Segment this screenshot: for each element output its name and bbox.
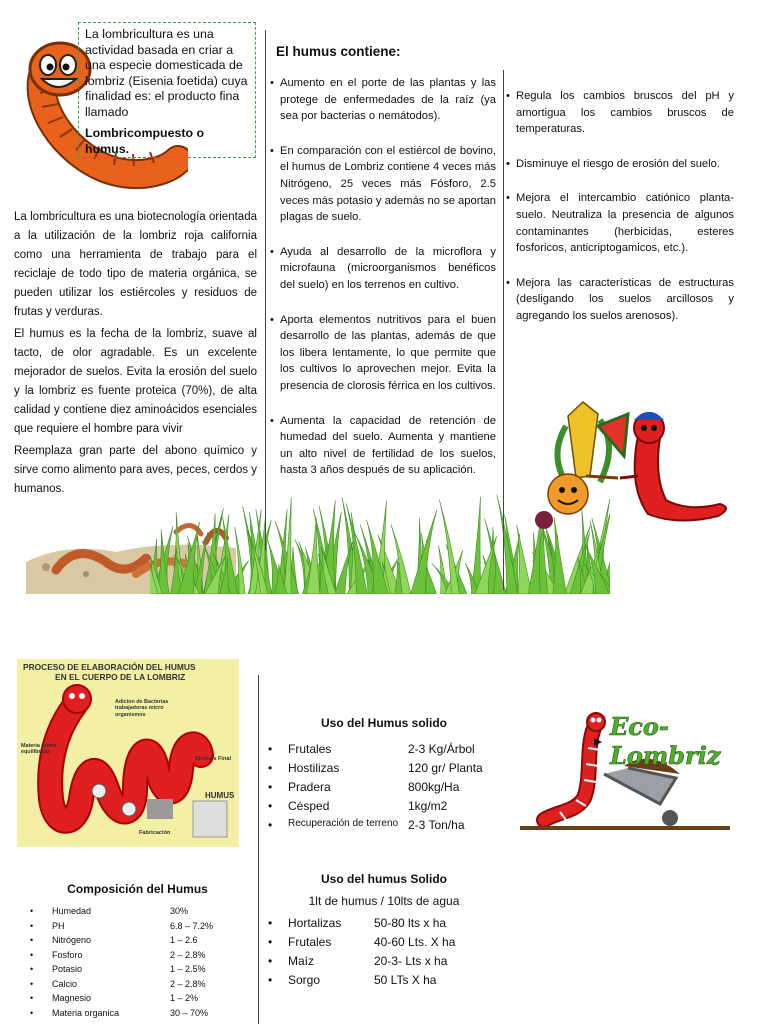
row-value: 30 – 70% [170,1007,209,1018]
table-row [30,1008,240,1023]
row-value: 20-3- Lts x ha [374,954,448,968]
diagram-title-line-2: EN EL CUERPO DE LA LOMBRIZ [55,672,186,682]
diagram-title-line-1: PROCESO DE ELABORACIÓN DEL HUMUS [23,662,196,672]
row-value: 40-60 Lts. X ha [374,935,456,949]
divider-bottom-left [258,675,259,1024]
row-name: Frutales [288,935,332,949]
composicion-table [30,906,240,1022]
table-row [30,921,240,936]
bullet: • [268,742,273,756]
intro-box [78,22,256,158]
panel3-item: • Regula los cambios bruscos del pH y amortigua los cambios bruscos de temperaturas. [506,88,734,138]
bullet: • [268,818,273,832]
table-row [268,916,455,935]
table-row [30,906,240,921]
table-row [268,742,483,761]
panel1-text [14,208,257,499]
bullet: • [30,978,34,989]
row-value: 1 – 2.5% [170,964,206,974]
grass-blade [493,549,506,594]
row-name: Hortalizas [288,916,342,930]
bullet: • [30,1007,34,1018]
eco-lombriz-logo-text: Eco-Lombriz [610,712,721,770]
panel2-list [270,75,496,479]
bullet: • [268,799,273,813]
row-name: Calcio [52,978,78,989]
panel1-para-1: La lombricultura es una biotecnología orientada a la utilización de la lombriz roja california como una herramienta de trabajo para el reciclaje de todo tipo de materia orgánica, se pueden utilizar los estiércoles y residuos de frutas y verduras. [14,211,257,318]
row-name: Recuperación de terreno [288,818,399,829]
row-name: Césped [288,799,330,813]
uso-solido-title: Uso del Humus solido [320,716,447,730]
row-value: 1 – 2% [170,993,199,1003]
table-row [30,935,240,950]
row-name: Materia organica [52,1007,120,1018]
uso-solido2-section [268,872,500,992]
diagram-label-materia: Materia prima equilibrada [21,743,57,756]
panel2-item: • Aumento en el porte de las plantas y las protege de enfermedades de la raíz (ya sea por bacterias o nemátodos). [270,75,496,125]
table-row [268,818,483,837]
row-value: 1 – 2.6 [170,935,198,945]
bullet: • [30,920,34,931]
bullet: • [268,973,273,987]
table-row [268,761,483,780]
row-name: Nitrógeno [52,935,92,945]
row-name: Fosforo [52,949,83,960]
panel2 [270,44,496,479]
row-value: 1kg/m2 [408,799,448,813]
composicion-section [30,882,250,1022]
bullet: • [268,761,273,775]
panel2-item: • Ayuda al desarrollo de la microflora y microfauna (microorganismos benéficos del suelo) en los terrenos en cultivo. [270,244,496,294]
table-row [268,799,483,818]
row-name: Hostilizas [288,761,340,775]
row-value: 2-3 Kg/Árbol [408,742,475,756]
uso-solido2-table [268,916,455,992]
row-name: PH [52,920,65,931]
diagram-label-humus: HUMUS [205,791,235,800]
table-row [268,780,483,799]
bullet: • [30,906,34,916]
uso-solido2-title: Uso del humus Solido [320,872,447,886]
panel2-item: • Aumenta la capacidad de retención de humedad del suelo. Aumenta y mantiene un alto nivel de fertilidad de los suelos, hasta 3 años después de su aplicación. [270,413,496,479]
row-name: Sorgo [288,973,321,987]
uso-solido-section [268,716,500,837]
composicion-title: Composición del Humus [67,882,208,896]
grass-blade [411,510,437,594]
panel3-item: • Mejora el intercambio catiónico planta-suelo. Neutraliza la presencia de algunos contaminantes (herbicidas, esteres fosforicos, anticriptogamicos, etc.). [506,190,734,256]
uso-solido-table [268,742,483,837]
humus-process-diagram [17,659,239,847]
row-value: 2-3 Ton/ha [408,818,465,832]
bullet: • [268,780,273,794]
uso-solido2-subtitle: 1lt de humus / 10lts de agua [308,894,460,908]
row-value: 50 LTs X ha [374,973,437,987]
row-value: 2 – 2.8% [170,949,206,960]
divider-top-left [265,30,266,550]
bullet: • [268,916,273,930]
row-name: Frutales [288,742,332,756]
table-row [30,950,240,965]
panel3-list [506,88,734,325]
panel2-title: El humus contiene: [276,44,401,59]
row-name: Magnesio [52,993,92,1003]
bullet: • [268,954,273,968]
row-name: Maíz [288,954,315,968]
bullet: • [268,935,273,949]
row-name: Pradera [288,780,331,794]
table-row [30,964,240,979]
panel1-para-3: Reemplaza gran parte del abono químico y sirve como alimento para aves, peces, cerdos y humanos. [14,445,257,495]
panel2-item: • En comparación con el estiércol de bovino, el humus de Lombriz contiene 4 veces más Nitrógeno, 25 veces más Fósforo, 2.5 veces más potasio y además no se aportan plagas de suelo. [270,143,496,226]
row-name: Potasio [52,964,83,974]
row-name: Humedad [52,906,92,916]
panel3-item: • Disminuye el riesgo de erosión del suelo. [506,156,734,173]
diagram-label-sintesis: Síntesis Final [195,756,232,762]
intro-box-bold: Lombricompuesto o humus. [85,126,205,156]
panel2-item: • Aporta elementos nutritivos para el buen desarrollo de las plantas, además de que los libera lentamente, lo que permite que los cultivos lo aprovechen mejor. Evita la presencia de clorosis férrica en los cultivos. [270,312,496,395]
row-value: 50-80 lts x ha [374,916,447,930]
diagram-label-fabricacion: Fabricación [139,830,171,836]
row-value: 30% [170,906,189,916]
intro-box-text: La lombricultura es una actividad basada en criar a una especie domesticada de lombriz (Eisenia foetida) cuya finalidad es: el producto fina llamado [85,27,248,119]
bullet: • [30,964,34,974]
table-row [30,979,240,994]
fruits-and-worm-illustration [528,396,738,536]
panel3 [506,88,734,325]
diagram-label-bacteria: Adición de Bacterias trabajadoras micro organismos [115,699,169,718]
table-row [268,973,455,992]
row-value: 800kg/Ha [408,780,460,794]
row-value: 120 gr/ Planta [408,761,483,775]
table-row [30,993,240,1008]
divider-top-right [503,70,504,590]
panel1-para-2: El humus es la fecha de la lombriz, suave al tacto, de olor agradable. Es un excelente mejorador de suelos. Evita la erosión del suelo y la lombriz es fuente proteica (70%), de alta calidad y contiene diez aminoácidos esenciales que requiere el hombre para vivir [14,328,257,435]
row-value: 2 – 2.8% [170,978,206,989]
bullet: • [30,993,34,1003]
table-row [268,935,455,954]
bullet: • [30,935,34,945]
bullet: • [30,949,34,960]
row-value: 6.8 – 7.2% [170,920,214,931]
table-row [268,954,455,973]
panel3-item: • Mejora las características de estructuras (desligando los suelos arcillosos y agregando los suelos arenosos). [506,275,734,325]
